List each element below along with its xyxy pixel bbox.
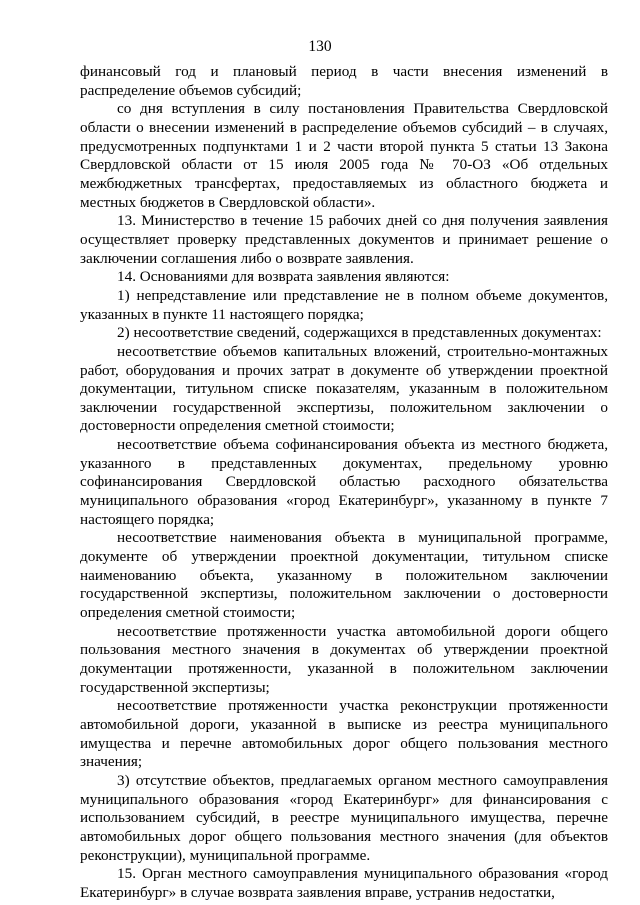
paragraph-continuation: финансовый год и плановый период в части внесения изменений в распределение объемов субсидий; (80, 63, 608, 99)
document-body (80, 63, 608, 903)
paragraph-item-14: 14. Основаниями для возврата заявления являются: (117, 268, 450, 286)
paragraph: несоответствие протяженности участка реконструкции протяженности автомобильной дороги, указанной в выписке из реестра муниципального имущества и перечне автомобильных дорог общего пользования местного значения; (80, 697, 608, 771)
paragraph-item-13: 13. Министерство в течение 15 рабочих дней со дня получения заявления осуществляет проверку представленных документов и принимает решение о заключении соглашения либо о возврате заявления. (80, 212, 608, 267)
paragraph: несоответствие наименования объекта в муниципальной программе, документе об утверждении проектной документации, титульном списке наименованию объекта, указанному в положительном заключении государственной экспертизы, положительном заключении о достоверности определения сметной стоимости; (80, 529, 608, 622)
paragraph-subitem-2: 2) несоответствие сведений, содержащихся в представленных документах: (117, 324, 602, 342)
paragraph: несоответствие протяженности участка автомобильной дороги общего пользования местного значения в документах об утверждении проектной документации протяженности, указанной в положительном заключении государственной экспертизы; (80, 622, 608, 696)
paragraph-subitem-3: 3) отсутствие объектов, предлагаемых органом местного самоуправления муниципального образования «город Екатеринбург» для финансирования с использованием субсидий, в реестре муниципального имущества, перечне автомобильных дорог общего пользования местного значения (для объектов реконструкции), муниципальной программе. (80, 771, 608, 864)
page-number: 130 (308, 38, 332, 55)
paragraph-subitem-1: 1) непредставление или представление не в полном объеме документов, указанных в пункте 11 настоящего порядка; (80, 286, 608, 323)
paragraph: со дня вступления в силу постановления Правительства Свердловской области о внесении изменений в распределение объемов субсидий – в случаях, предусмотренных подпунктами 1 и 2 части второй пункта 5 статьи 13 Закона Свердловской области от 15 июля 2005 года № 70-ОЗ «Об отдельных межбюджетных трансфертах, предоставляемых из областного бюджета и местных бюджетов в Свердловской области». (80, 100, 608, 211)
paragraph: несоответствие объемов капитальных вложений, строительно-монтажных работ, оборудования и прочих затрат в документе об утверждении проектной документации, титульном списке показателям, указанным в положительном заключении государственной экспертизы, положительном заключении о достоверности определения сметной стоимости; (80, 342, 608, 435)
paragraph-item-15: 15. Орган местного самоуправления муниципального образования «город Екатеринбург» в случае возврата заявления вправе, устранив недостатки, (80, 865, 608, 901)
paragraph: несоответствие объема софинансирования объекта из местного бюджета, указанного в представленных документах, предельному уровню софинансирования Свердловской областью расходного обязательства муниципального образования «город Екатеринбург», указанному в пункте 7 настоящего порядка; (80, 436, 608, 528)
